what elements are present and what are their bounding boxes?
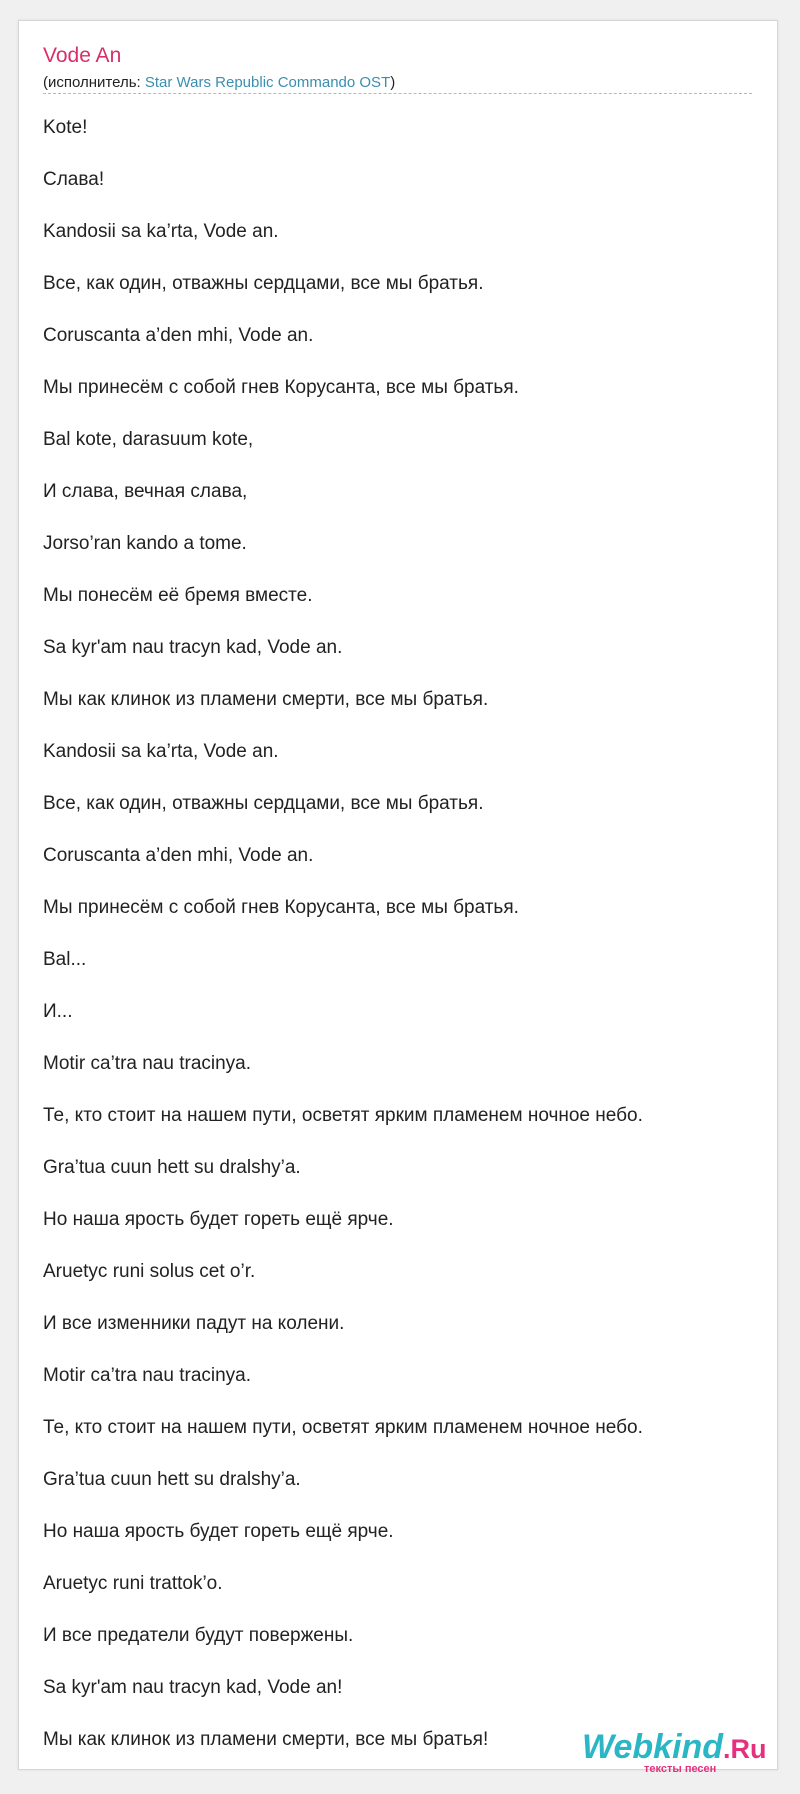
performer-line: [43, 74, 395, 92]
lyric-line: И все изменники падут на колени.: [43, 1313, 345, 1334]
lyric-line: Gra’tua cuun hett su dralshy’a.: [43, 1469, 301, 1490]
lyric-line: Но наша ярость будет гореть ещё ярче.: [43, 1521, 394, 1542]
lyric-line: Все, как один, отважны сердцами, все мы братья.: [43, 793, 484, 814]
lyric-line: Kandosii sa ka’rta, Vode an.: [43, 741, 279, 762]
lyric-line: Motir ca’tra nau tracinya.: [43, 1365, 252, 1386]
lyric-line: Kote!: [43, 117, 88, 138]
song-title: Vode An: [43, 44, 122, 67]
lyric-line: И...: [43, 1001, 73, 1022]
lyric-line: Мы как клинок из пламени смерти, все мы братья!: [43, 1729, 489, 1750]
performer-suffix: ): [390, 74, 396, 91]
lyric-line: Kandosii sa ka’rta, Vode an.: [43, 221, 279, 242]
lyric-line: Bal...: [43, 949, 87, 970]
logo-tagline: тексты песен: [644, 1763, 717, 1775]
lyric-line: Мы принесём с собой гнев Корусанта, все мы братья.: [43, 377, 519, 398]
lyric-line: Aruetyc runi solus cet o’r.: [43, 1261, 256, 1282]
lyrics-list: [43, 116, 643, 1780]
lyric-line: И слава, вечная слава,: [43, 481, 248, 502]
lyric-line: Те, кто стоит на нашем пути, осветят ярким пламенем ночное небо.: [43, 1417, 643, 1438]
lyric-line: Мы принесём с собой гнев Корусанта, все мы братья.: [43, 897, 519, 918]
lyric-line: Bal kote, darasuum kote,: [43, 429, 254, 450]
title-divider: [43, 93, 752, 94]
lyric-line: Jorso’ran kando a tome.: [43, 533, 247, 554]
lyric-line: Те, кто стоит на нашем пути, осветят ярким пламенем ночное небо.: [43, 1105, 643, 1126]
lyric-line: Но наша ярость будет гореть ещё ярче.: [43, 1209, 394, 1230]
lyric-line: Мы понесём её бремя вместе.: [43, 585, 313, 606]
lyric-line: Мы как клинок из пламени смерти, все мы братья.: [43, 689, 489, 710]
lyric-line: Gra’tua cuun hett su dralshy’a.: [43, 1157, 301, 1178]
lyric-line: Aruetyc runi trattok’o.: [43, 1573, 223, 1594]
lyric-line: Sa kyr'am nau tracyn kad, Vode an!: [43, 1677, 343, 1698]
artist-link[interactable]: Star Wars Republic Commando OST: [144, 74, 391, 91]
logo-tld: .Ru: [723, 1734, 767, 1764]
lyric-line: Sa kyr'am nau tracyn kad, Vode an.: [43, 637, 343, 658]
performer-prefix: (исполнитель:: [43, 74, 145, 91]
logo-name: Webkind: [582, 1728, 724, 1766]
lyric-line: И все предатели будут повержены.: [43, 1625, 354, 1646]
lyric-line: Все, как один, отважны сердцами, все мы братья.: [43, 273, 484, 294]
site-logo[interactable]: [582, 1727, 772, 1775]
lyric-line: Coruscanta a’den mhi, Vode an.: [43, 845, 314, 866]
lyrics-card: [18, 20, 778, 1770]
lyric-line: Слава!: [43, 169, 105, 190]
lyric-line: Motir ca’tra nau tracinya.: [43, 1053, 252, 1074]
lyric-line: Coruscanta a’den mhi, Vode an.: [43, 325, 314, 346]
